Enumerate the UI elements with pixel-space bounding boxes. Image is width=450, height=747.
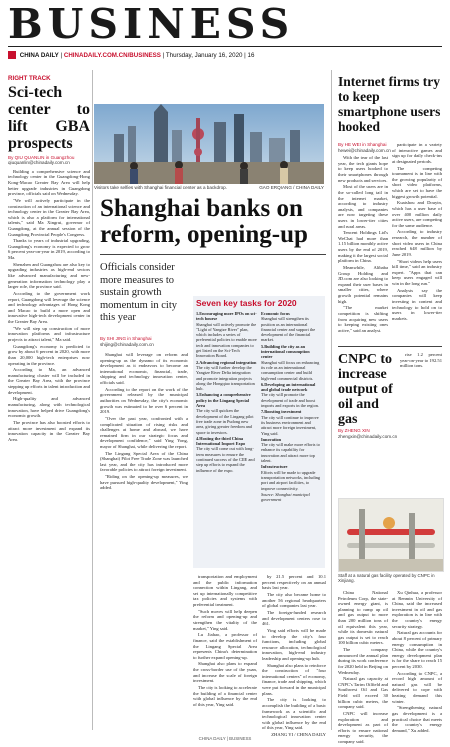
section-logo: BUSINESS: [8, 0, 295, 48]
meta-bar: CHINA DAILY | CHINADAILY.COM.CN/BUSINESS | Thursday, January 16, 2020 | 16: [8, 50, 442, 62]
task-body: Shanghai will actively promote the "Light of Yangtze River" plan, which includes a series of preferential policies to enable more tech and innovation companies to get listed on the Sci-Tech Innovation Board.: [196, 321, 257, 359]
right-para: With the tear of the last year, the tech giants hope to keep users hooked to their smartphones through new products and services.: [338, 155, 388, 183]
headline-rule: [100, 254, 326, 255]
cnpc-para: rise 1.2 percent year-on-year to 192.51 million tons.: [400, 352, 442, 369]
cnpc-para: According to CNPC, a record high amount of natural gas will be delivered to cope with heating demand this winter.: [392, 670, 442, 704]
key-tasks-box: [193, 296, 325, 568]
box-source: Source: Shanghai municipal government: [261, 491, 310, 503]
main-byline: By SHI JING in Shanghai: [100, 336, 152, 341]
task-head: 2.Advancing regional integration: [196, 359, 257, 365]
task-body: The city will quicken the development of the Lingang pilot free trade zone in Pudong new area, giving greater freedom and space to investors.: [196, 408, 254, 435]
task-head: Innovation: [261, 436, 282, 442]
right-para: According to industry research, the number of short video users in China reached 648 million by June 2019.: [392, 229, 442, 257]
caption-text: Visitors take selfies with Shanghai financial center as a backdrop.: [94, 185, 227, 190]
main-col-2: [193, 574, 257, 730]
main-para: The foreign-funded research and development centers rose to 461.: [262, 609, 326, 627]
main-para: "Over the past year, confronted with a complicated situation of rising risks and challenges at home and abroad, we have remained firm in our strategic focus and development confidence," said Ying Yong, mayor of Shanghai, while delivering the report.: [100, 415, 188, 449]
cnpc-col-2: [392, 590, 442, 733]
pipeline-caption: Staff at a natural gas facility operated by CNPC in Xinjiang.: [338, 573, 435, 584]
left-para: High-quality and advanced manufacturing, along with technological innovation, have helped drive Guangdong's economic growth.: [8, 396, 90, 419]
page-number: 16: [247, 52, 255, 59]
skyline-photo: [94, 104, 324, 184]
main-para: According to the report on the work of the government released by the municipal authorities on Wednesday, the city's economic growth was estimated to be over 6 percent in 2019.: [100, 386, 188, 415]
left-email[interactable]: qiuquanlin@chinadaily.com.cn: [8, 160, 70, 166]
cnpc-para: The company announced the annual plan during its work conference for 2020 held in Beijing on Wednesday.: [338, 647, 388, 675]
photo-credit: GAO ERQIANG / CHINA DAILY: [259, 185, 324, 190]
right-para: Meanwhile, Alibaba Group Holding and JD.com are also looking to expand their user bases in smaller cities, where growth potential remains high.: [338, 265, 388, 304]
main-headline: Shanghai banks on reform, opening-up: [100, 195, 308, 248]
task-head: 5.Building the city as an international consumption center: [261, 343, 310, 360]
right-para: participate in a variety of interactive games and sign up for daily check-ins at designated periods.: [392, 142, 442, 164]
column-divider: [331, 70, 332, 730]
kicker: RIGHT TRACK: [8, 75, 51, 82]
main-para: "Such moves will help deepen the reform and opening-up and strengthen the vitality of the market," Ying said.: [193, 608, 257, 631]
right-email[interactable]: hewei@chinadaily.com.cn: [338, 147, 391, 153]
left-para: "We will step up construction of more innovation platforms and infrastructure projects to attract talent," Ma said.: [8, 325, 90, 342]
main-para: Lu Jiahao, a professor of finance, said the establishment of the Lingang Special Area represents China's determination to further expand opening-up.: [193, 632, 257, 660]
main-col-1: [100, 352, 188, 730]
story-separator: [338, 346, 442, 347]
main-para: Ying said efforts will be made to develop the city's four functions, including global resource allocation, technological innovation, high-end industry leadership and opening-up hub.: [262, 627, 326, 661]
task-head: Infrastructure: [261, 464, 288, 470]
main-para: Shanghai also plans to reinforce the construction of "four international centers" of economy, finance, trade and shipping, which were put forward in the municipal plans.: [262, 662, 326, 696]
main-email[interactable]: shijing@chinadaily.com.cn: [100, 341, 154, 347]
cnpc-para: Natural gas capacity at CNPC's Tarim Oilfield and Southwest Oil and Gas Field will exceed 30 billion cubic meters, the company said.: [338, 676, 388, 710]
task-head: 1.Encouraging more IPOs on sci-tech bourse: [196, 311, 257, 322]
issue-date: Thursday, January 16, 2020: [165, 52, 243, 59]
page-footer: CHINA DAILY | BUSINESS: [198, 736, 252, 741]
cnpc-para: "Strengthening natural gas development is a practical choice that meets the country's energy demand," Xu added.: [392, 705, 442, 733]
left-para: Guangdong's economy is predicted to grow by about 6 percent in 2020, with more than 20,000 high-tech enterprises now operating in the province.: [8, 343, 90, 366]
cnpc-para: Xu Qinhua, a professor at Renmin University of China, said the increased investment in oil and gas exploration is in line with the country's energy security strategy.: [392, 590, 442, 629]
cnpc-para: China National Petroleum Corp, the state-owned energy giant, is planning to ramp up oil and gas output to more than 200 million tons of oil equivalent this year, while its domestic natural gas output is set to reach 100 billion cubic meters.: [338, 590, 388, 646]
cnpc-byline-block: [338, 428, 396, 439]
right-para: Kuaishou and Douyin, which has a user base of over 400 million daily active users, are competing for the same audience.: [392, 200, 442, 228]
left-para: Shenzhen and Guangzhou are also key to upgrading industries as high-end sectors like advanced manufacturing and new-generation information technology play a larger role, the province said.: [8, 261, 90, 290]
task-head: 7.Boosting investment: [261, 409, 302, 415]
task-head: 4.Hosting the third China International Import Expo: [196, 435, 246, 447]
task-body: The city will further develop the Yangtze River Delta integration and promote integration projects along the Hongqiao transportation hub.: [196, 364, 255, 392]
task-head: Economic focus: [261, 311, 290, 316]
photo-caption: [94, 185, 324, 191]
left-para: "We will actively participate in the construction of an international science and technology center in the Greater Bay Area, which is also a platform for international talents," said Ma Xingrui, governor of Guangdong, at the annual session of the Guangdong Provincial People's Congress.: [8, 197, 90, 237]
task-body: The city will promote the development of trade and boost imports and exports in the region.: [261, 392, 319, 409]
cnpc-photo-col: [400, 352, 442, 492]
right-para: Most of the users are in the so-called long tail in the internet market, according to industry analysts, and companies are now targeting these users in lower-tier cities and rural areas.: [338, 184, 388, 229]
main-para: The city is looking to accelerate the building of a financial center with global influence by the end of this year, Ying said.: [193, 685, 257, 707]
left-headline: Sci-tech center to lift GBA prospects: [8, 83, 90, 152]
task-body: The city will come out with long-term measures to ensure the continued success of the CIIE and step up efforts to expand the influence of the expo.: [196, 446, 255, 473]
left-para: Thanks to years of industrial upgrading, Guangdong's economy is expected to grow 6 percent year-on-year in 2019, according to Ma.: [8, 238, 90, 261]
task-body: Shanghai will focus on enhancing its role as an international consumption center and build high-end commercial districts.: [261, 359, 320, 381]
cnpc-headline: CNPC to increase output of oil and gas: [338, 352, 393, 427]
main-footer-note: ZHANG YI / CHINA DAILY: [271, 732, 326, 738]
cnpc-para: Natural gas accounts for about 8 percent of primary energy consumption in China, while the country's energy development plan is for the share to reach 15 percent by 2030.: [392, 630, 442, 669]
cnpc-para: CNPC will increase exploration and development as part of efforts to ensure national energy security, the company said.: [338, 711, 388, 744]
main-col-3: [262, 574, 326, 738]
right-headline: Internet firms try to keep smartphone users hooked: [338, 74, 441, 134]
main-para: The city is looking to accomplish the building of a basic framework as a scientific and technological innovation center with global influence by the end of this year, Ying said.: [262, 697, 326, 731]
right-para: "Short videos help users kill time," said an industry expert. "Apps that can keep users engaged will win in the long run.": [392, 258, 442, 286]
main-para: The Lingang Special Area of the China (Shanghai) Pilot Free Trade Zone was launched last year, and the city has introduced more favorable policies to attract foreign investment.: [100, 450, 188, 473]
main-para: The city also became home to another 56 regional headquarters of global companies last year.: [262, 591, 326, 609]
main-byline-block: [100, 336, 190, 347]
left-para: According to the government work report, Guangdong will leverage the science and technology advantages of Hong Kong and Macao to build a more open and innovative high-tech development center in the Greater Bay Area.: [8, 291, 90, 324]
cnpc-byline: By ZHENG XIN: [338, 428, 370, 433]
task-body: The city will continue to improve its business environment and attract more foreign investment, Ying said.: [261, 414, 319, 436]
task-body: Efforts will be made to upgrade transportation networks, including port and airport facilities, to improve connectivity.: [261, 469, 321, 491]
task-head: 3.Enhancing a comprehensive policy in the Lingang Special Area: [196, 392, 251, 409]
main-para: "Riding on the opening-up measures, we have pursued high-quality development," Ying added.: [100, 474, 188, 491]
right-para: The competing tournament is in line with the growing popularity of short video platforms, which are set to have the biggest growth potential.: [392, 165, 442, 199]
left-byline: By QIU QUANLIN in Guangzhou: [8, 154, 75, 160]
china-daily-logo-icon: [8, 51, 16, 59]
right-top-col-1: [338, 142, 391, 342]
left-para: Building a comprehensive science and technology center in the Guangdong-Hong Kong-Macao Greater Bay Area will help better upgrade industries in Guangdong province, officials said on Wednesday.: [8, 168, 90, 197]
pipeline-photo: [338, 498, 444, 572]
left-story: [8, 76, 90, 726]
pull-quote: Officials consider more measures to sustain growth momentum in city this year: [100, 262, 177, 323]
masthead: [8, 2, 442, 47]
right-para: Analysts say the companies will keep investing in content and technology to hold on to users in lower-tier markets.: [392, 287, 442, 321]
right-para: Tencent Holdings Ltd's WeChat had more than 1.15 billion monthly active users by the end of 2019, making it the largest social platform in China.: [338, 230, 388, 264]
main-para: transportation and employment and the public information connection within Lingang, and set up internationally competitive tax policies and systems with preferential treatment.: [193, 574, 257, 607]
main-para: Shanghai will leverage on reform and opening-up as the dynamo of its economic development as it endeavors to become an international economic, financial, trade, shipping and technology innovation center, officials said.: [100, 352, 188, 385]
box-title: Seven key tasks for 2020: [196, 298, 297, 308]
right-byline: By HE WEI in Shanghai: [338, 142, 387, 147]
right-top-col-2: [392, 142, 442, 342]
task-body: Shanghai will strengthen its position as an international financial center and support the development of the financial market.: [261, 316, 316, 343]
task-head: 6.Developing an international and global trade network: [261, 381, 316, 393]
task-body: The city will make more efforts to enhance its capability for innovation and attract more top talent.: [261, 442, 320, 464]
main-para: by 21.5 percent and 10.1 percent respectively on an annual basis last year.: [262, 574, 326, 591]
publication-name: CHINA DAILY: [19, 52, 59, 59]
cnpc-col-1: [338, 590, 388, 744]
main-para: Shanghai also plans to expand the cross-border use of the yuan, and increase the scale of foreign investment.: [193, 661, 257, 684]
left-para: The province has also boosted efforts to attract more investment and expand its innovation capacity in the Greater Bay Area.: [8, 420, 90, 442]
column-divider: [92, 70, 93, 730]
edition-link[interactable]: CHINADAILY.COM.CN/BUSINESS: [63, 52, 161, 59]
left-para: According to Ma, an advanced manufacturing cluster will be included in the Greater Bay Area, with the province stepping up efforts in talent introduction and development.: [8, 367, 90, 395]
right-para: "The market competition is shifting from acquiring new users to keeping existing ones active," said an analyst.: [338, 305, 388, 333]
cnpc-email[interactable]: zhengxin@chinadaily.com.cn: [338, 433, 398, 439]
